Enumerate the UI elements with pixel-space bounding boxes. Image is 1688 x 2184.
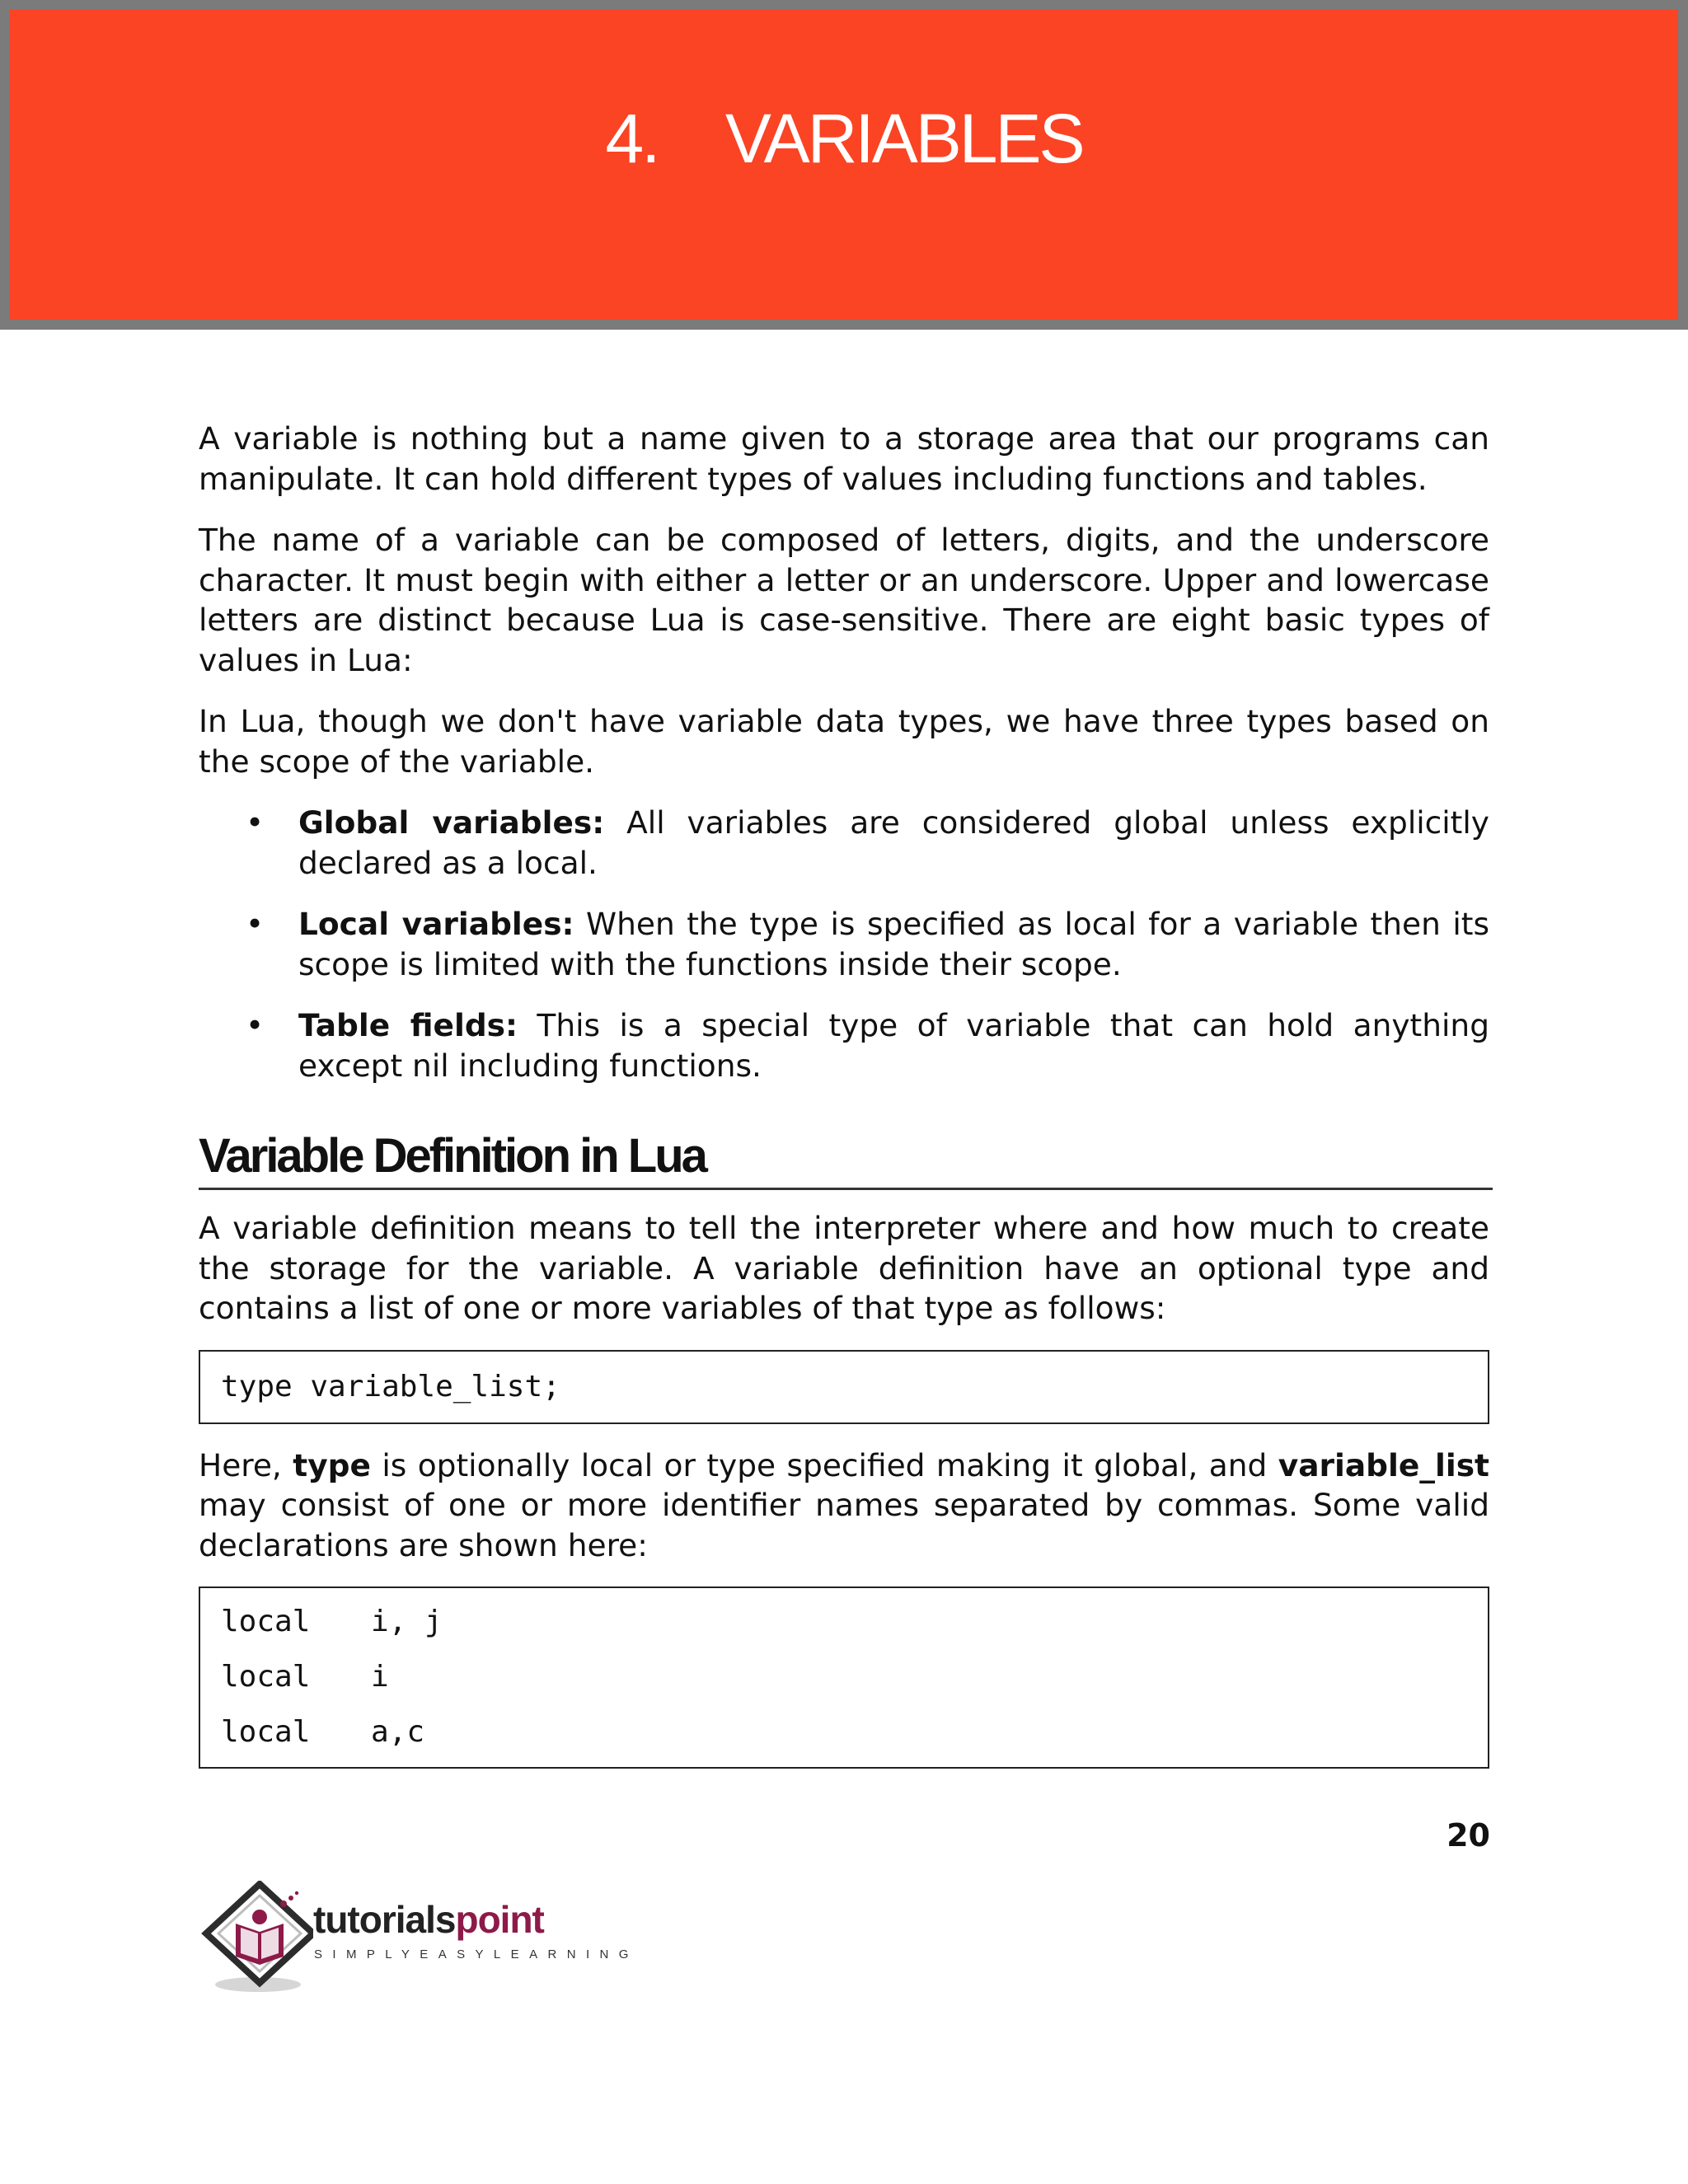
- definition-paragraph-2: [199, 1446, 1489, 1566]
- text-run: Here,: [199, 1446, 293, 1483]
- code-keyword: local: [221, 1605, 311, 1638]
- syntax-code-block: [199, 1350, 1489, 1424]
- list-item-term: Table fields:: [298, 1007, 518, 1043]
- code-identifiers: a,c: [371, 1715, 425, 1749]
- page-number: 20: [1447, 1817, 1490, 1854]
- list-item-term: Global variables:: [298, 804, 605, 841]
- term-type: type: [293, 1446, 371, 1483]
- examples-code-block: [199, 1586, 1489, 1769]
- list-item-text: This is a special type of variable that can hold anything except nil including functions.: [298, 1007, 1490, 1084]
- code-line: [221, 1594, 1488, 1649]
- chapter-title: 4. VARIABLES: [605, 100, 1083, 177]
- text-run: may consist of one or more identifier names separated by commas. Some valid declarations are shown here:: [199, 1487, 1489, 1563]
- variable-types-list: [199, 803, 1489, 1085]
- section-heading: Variable Definition in Lua: [199, 1128, 1493, 1190]
- definition-paragraph-1: A variable definition means to tell the interpreter where and how much to create the storage for the variable. A variable definition have an optional type and contains a list of one or more variables of that type as follows:: [199, 1210, 1489, 1326]
- bullet-icon: •: [246, 906, 265, 942]
- list-item-text: When the type is specified as local for a variable then its scope is limited with the functions inside their scope.: [298, 906, 1490, 982]
- code-keyword: local: [221, 1660, 311, 1694]
- text-run: is optionally local or type specified making it global, and: [370, 1446, 1278, 1483]
- list-item-global-variables: [199, 803, 1489, 883]
- intro-paragraph-2: The name of a variable can be composed of letters, digits, and the underscore character. It must begin with either a letter or an underscore. Upper and lowercase letters are distinct because Lua is case-sensitive. There are eight basic types of values in Lua:: [199, 522, 1489, 678]
- term-variable-list: variable_list: [1278, 1446, 1489, 1483]
- logo-word-tutorials: tutorials: [313, 1898, 456, 1941]
- code-keyword: local: [221, 1715, 311, 1749]
- code-identifiers: i: [371, 1660, 389, 1694]
- intro-paragraph-1: A variable is nothing but a name given to a storage area that our programs can manipulate. It can hold different types of values including functions and tables.: [199, 420, 1489, 497]
- logo-tagline: SIMPLYEASYLEARNING: [314, 1947, 639, 1961]
- logo-emblem-icon: [198, 1881, 313, 1996]
- bullet-icon: •: [246, 804, 265, 841]
- chapter-banner: [0, 0, 1688, 330]
- bullet-icon: •: [246, 1007, 265, 1043]
- code-line: [221, 1649, 1488, 1704]
- list-item-term: Local variables:: [298, 906, 574, 942]
- list-item-text: All variables are considered global unless explicitly declared as a local.: [298, 804, 1490, 881]
- code-identifiers: i, j: [371, 1605, 443, 1638]
- code-line: [221, 1704, 1488, 1760]
- code-line: type variable_list;: [221, 1369, 560, 1404]
- list-item-table-fields: [199, 1005, 1489, 1085]
- list-item-local-variables: [199, 904, 1489, 984]
- logo-word-point: point: [455, 1898, 544, 1941]
- page-content: [199, 419, 1489, 1790]
- intro-paragraph-3: In Lua, though we don't have variable data types, we have three types based on the scope of the variable.: [199, 703, 1489, 780]
- logo-wordmark: [313, 1897, 544, 1942]
- tutorialspoint-logo: [198, 1881, 639, 1996]
